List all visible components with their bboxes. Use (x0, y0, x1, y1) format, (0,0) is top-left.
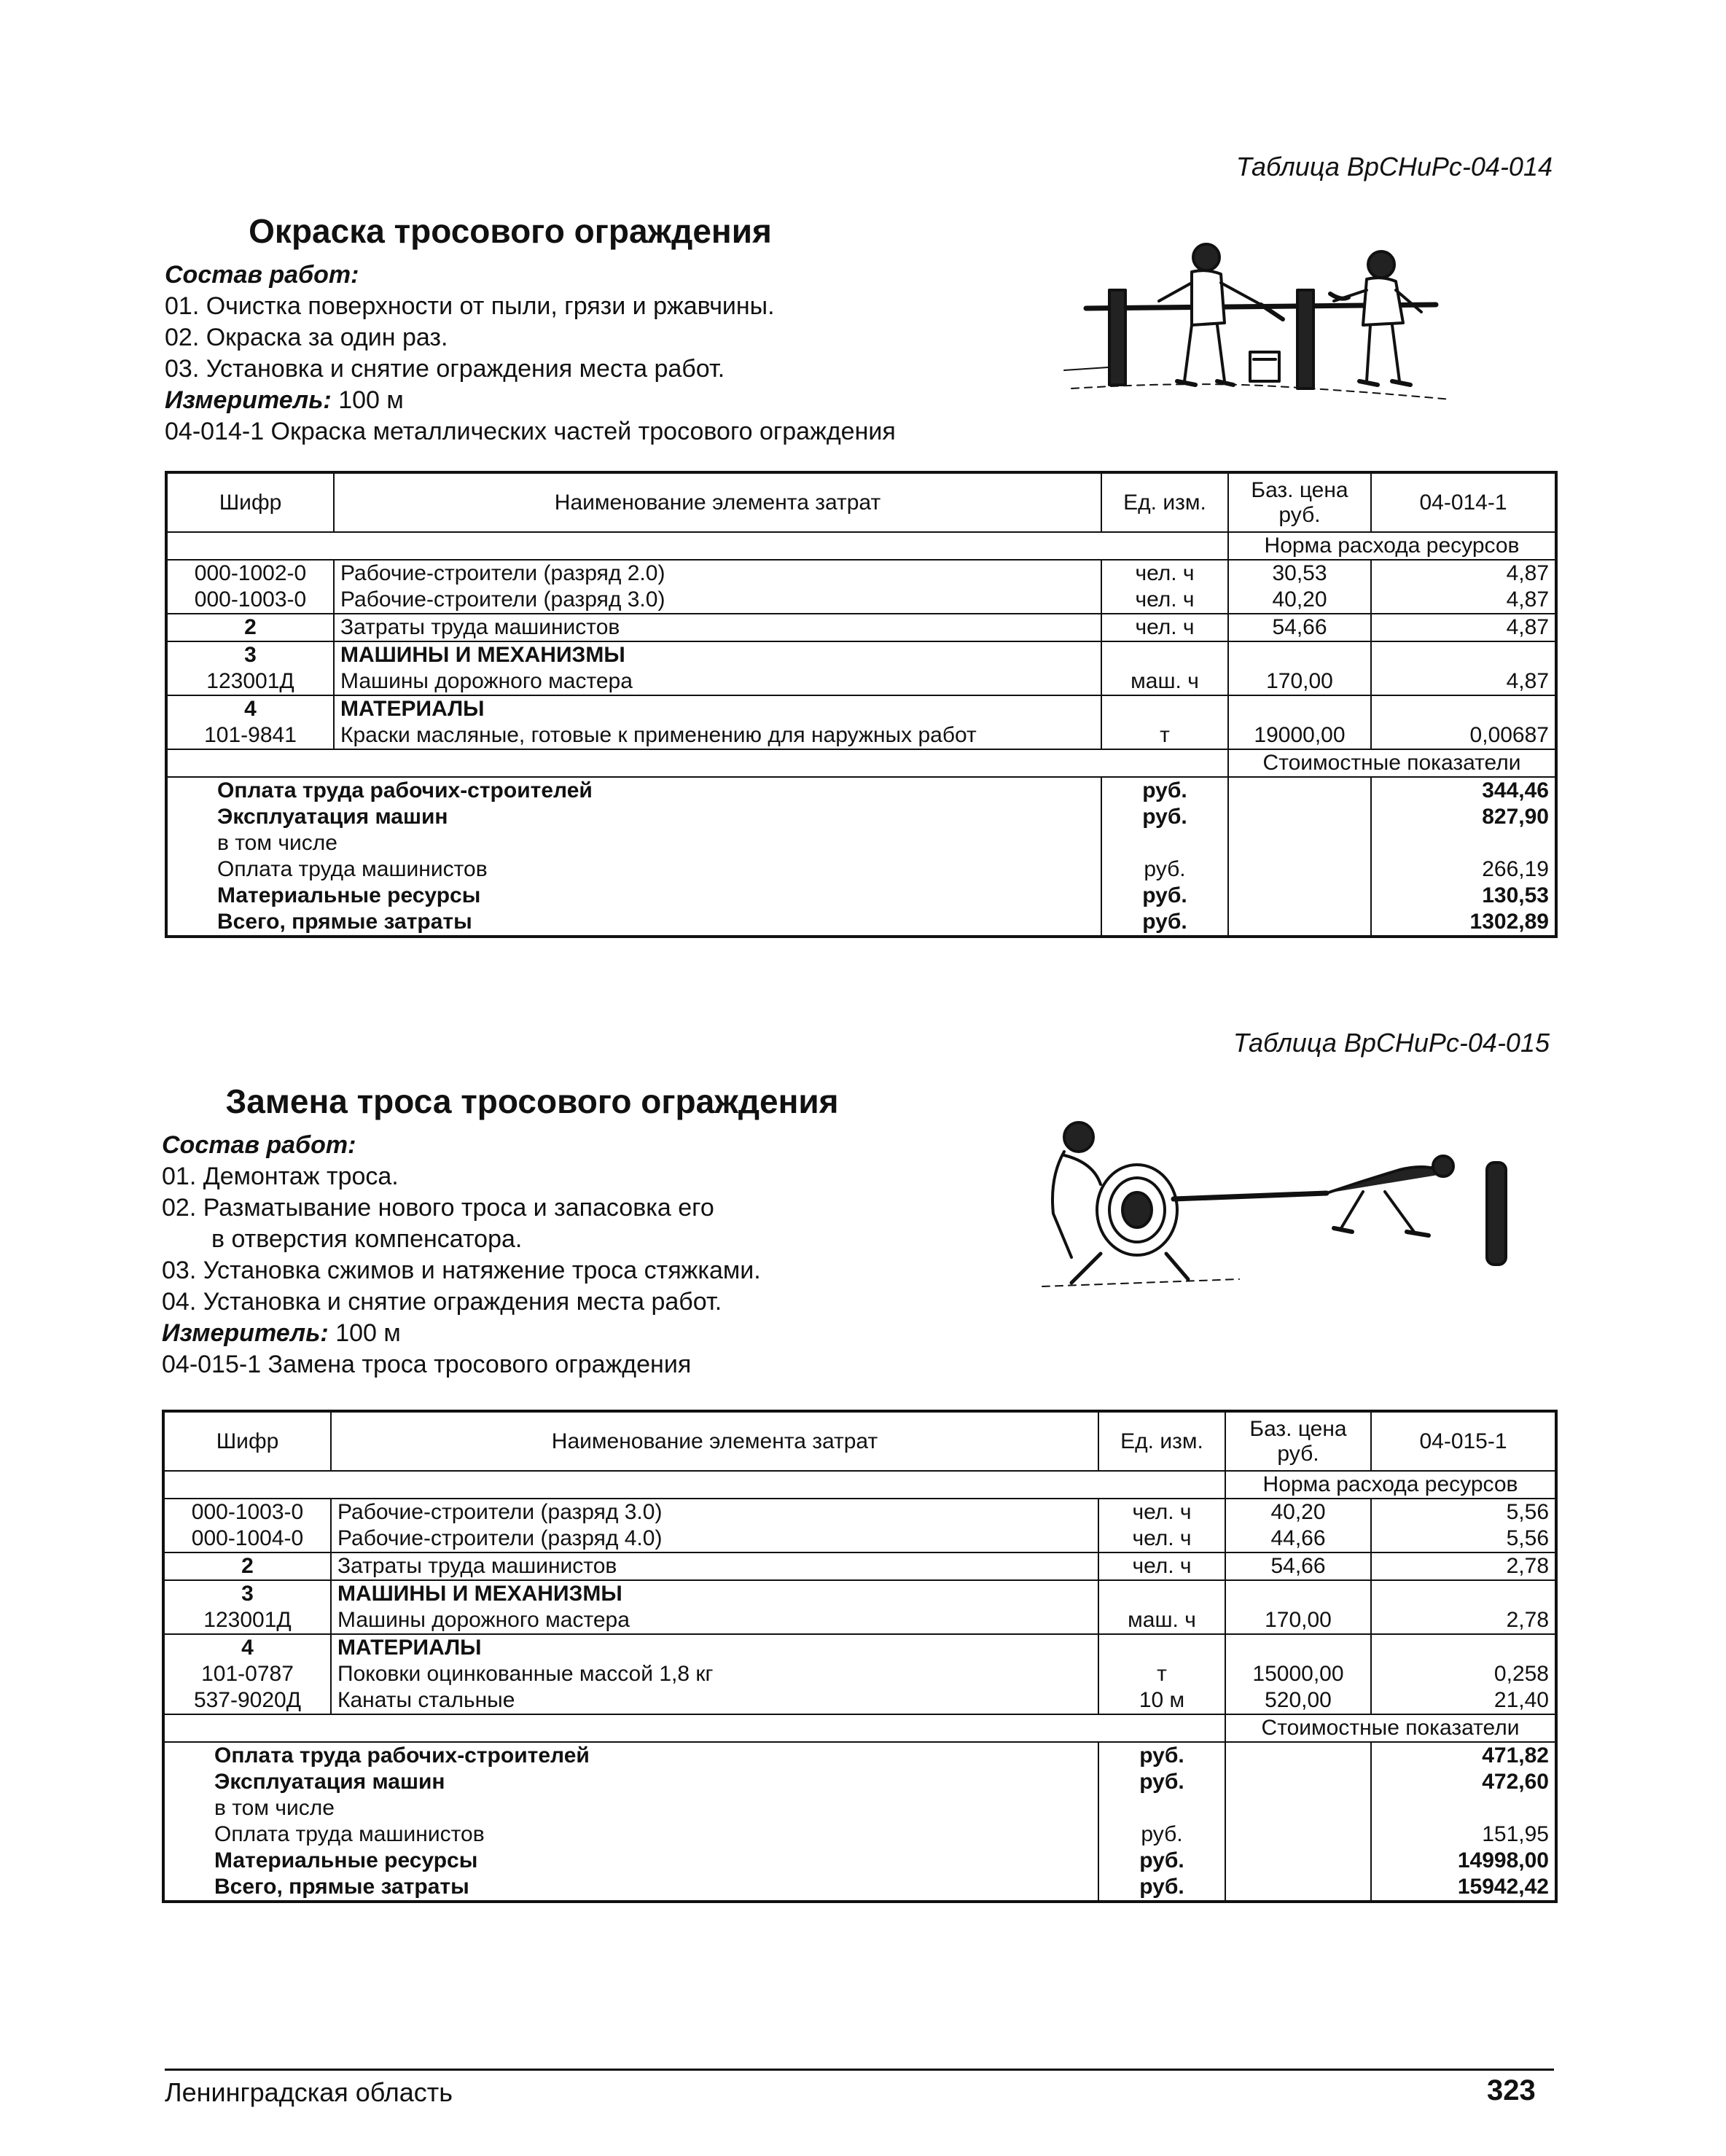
band-resources: Норма расхода ресурсов (1228, 532, 1556, 560)
composition-item: 01. Очистка поверхности от пыли, грязи и ржавчины. (165, 292, 775, 320)
table-row: 123001Д Машины дорожного мастера маш. ч 170,00 2,78 (163, 1607, 1556, 1634)
resource-cost-table (162, 1410, 1558, 1903)
table-row-section: 4 МАТЕРИАЛЫ (166, 695, 1556, 722)
composition-label: Состав работ: (165, 261, 359, 289)
header-norm-code: 04-015-1 (1371, 1411, 1556, 1471)
table-row: 101-0787 Поковки оцинкованные массой 1,8 кг т 15000,00 0,258 (163, 1661, 1556, 1687)
header-name: Наименование элемента затрат (334, 472, 1101, 532)
band-costs: Стоимостные показатели (1228, 749, 1556, 777)
table-subtitle: 04-014-1 Окраска металлических частей тросового ограждения (165, 418, 896, 445)
band-spacer (166, 532, 1228, 560)
composition-item: 02. Окраска за один раз. (165, 324, 448, 351)
table-row-section: 4 МАТЕРИАЛЫ (163, 1634, 1556, 1661)
meter (165, 385, 1039, 416)
page-number: 323 (1487, 2074, 1536, 2106)
cost-row: Эксплуатация машин руб. 472,60 (163, 1769, 1556, 1795)
workers-painting-illustration (1042, 232, 1480, 423)
section-title: Замена троса тросового ограждения (225, 1082, 839, 1120)
header-base-price: Баз. цена руб. (1228, 472, 1371, 532)
header-code: Шифр (166, 472, 334, 532)
composition-item: 03. Установка сжимов и натяжение троса стяжками. (162, 1257, 761, 1284)
table-row: 000-1004-0 Рабочие-строители (разряд 4.0) чел. ч 44,66 5,56 (163, 1526, 1556, 1552)
cost-row-total: Всего, прямые затраты руб. 15942,42 (163, 1874, 1556, 1902)
meter-value: 100 м (335, 1319, 401, 1347)
table-row: 000-1003-0 Рабочие-строители (разряд 3.0) чел. ч 40,20 4,87 (166, 587, 1556, 614)
table-row: 537-9020Д Канаты стальные 10 м 520,00 21,40 (163, 1687, 1556, 1714)
cost-row: Эксплуатация машин руб. 827,90 (166, 804, 1556, 830)
table-row: 101-9841 Краски масляные, готовые к применению для наружных работ т 19000,00 0,00687 (166, 722, 1556, 749)
cost-row: в том числе (163, 1795, 1556, 1821)
table-row: 2 Затраты труда машинистов чел. ч 54,66 2,78 (163, 1552, 1556, 1580)
footer-divider (165, 2069, 1554, 2071)
cost-row-total: Всего, прямые затраты руб. 1302,89 (166, 909, 1556, 937)
meter-label: Измеритель: (165, 386, 332, 414)
cost-row: Оплата труда рабочих-строителей руб. 471,82 (163, 1742, 1556, 1769)
table-row: 2 Затраты труда машинистов чел. ч 54,66 4,87 (166, 614, 1556, 641)
band-resources: Норма расхода ресурсов (1225, 1471, 1556, 1499)
composition-item: 04. Установка и снятие ограждения места работ. (162, 1288, 722, 1316)
footer-region: Ленинградская область (165, 2077, 453, 2107)
header-name: Наименование элемента затрат (331, 1411, 1098, 1471)
cost-row: Материальные ресурсы руб. 14998,00 (163, 1848, 1556, 1874)
meter (162, 1318, 1036, 1349)
cost-row: Оплата труда машинистов руб. 151,95 (163, 1821, 1556, 1848)
table-row: 000-1003-0 Рабочие-строители (разряд 3.0) чел. ч 40,20 5,56 (163, 1499, 1556, 1526)
cable-pulling-illustration (1020, 1112, 1531, 1294)
resource-cost-table (165, 471, 1558, 938)
section-title: Окраска тросового ограждения (249, 212, 772, 250)
cost-row: Оплата труда машинистов руб. 266,19 (166, 856, 1556, 883)
header-norm-code: 04-014-1 (1371, 472, 1556, 532)
meter-label: Измеритель: (162, 1319, 329, 1347)
header-unit: Ед. изм. (1098, 1411, 1225, 1471)
table-row: 123001Д Машины дорожного мастера маш. ч 170,00 4,87 (166, 668, 1556, 695)
header-unit: Ед. изм. (1101, 472, 1228, 532)
work-composition (162, 1130, 1036, 1380)
composition-label: Состав работ: (162, 1131, 356, 1159)
band-spacer (163, 1471, 1225, 1499)
table-subtitle: 04-015-1 Замена троса тросового ограждения (162, 1351, 692, 1378)
band-spacer (166, 749, 1228, 777)
header-base-price: Баз. цена руб. (1225, 1411, 1371, 1471)
table-row-section: 3 МАШИНЫ И МЕХАНИЗМЫ (166, 641, 1556, 668)
table-caption: Таблица ВрСНиРс-04-015 (1233, 1028, 1550, 1058)
cost-row: Материальные ресурсы руб. 130,53 (166, 883, 1556, 909)
header-code: Шифр (163, 1411, 331, 1471)
composition-item: 01. Демонтаж троса. (162, 1163, 399, 1190)
table-caption: Таблица ВрСНиРс-04-014 (1235, 152, 1553, 181)
meter-value: 100 м (338, 386, 404, 414)
table-row: 000-1002-0 Рабочие-строители (разряд 2.0) чел. ч 30,53 4,87 (166, 560, 1556, 587)
band-costs: Стоимостные показатели (1225, 1714, 1556, 1742)
cost-row: Оплата труда рабочих-строителей руб. 344,46 (166, 777, 1556, 804)
composition-item: в отверстия компенсатора. (211, 1225, 523, 1253)
cost-row: в том числе (166, 830, 1556, 856)
composition-item: 03. Установка и снятие ограждения места работ. (165, 355, 725, 383)
work-composition (165, 259, 1039, 448)
table-row-section: 3 МАШИНЫ И МЕХАНИЗМЫ (163, 1580, 1556, 1607)
composition-item: 02. Разматывание нового троса и запасовка его (162, 1194, 714, 1222)
band-spacer (163, 1714, 1225, 1742)
